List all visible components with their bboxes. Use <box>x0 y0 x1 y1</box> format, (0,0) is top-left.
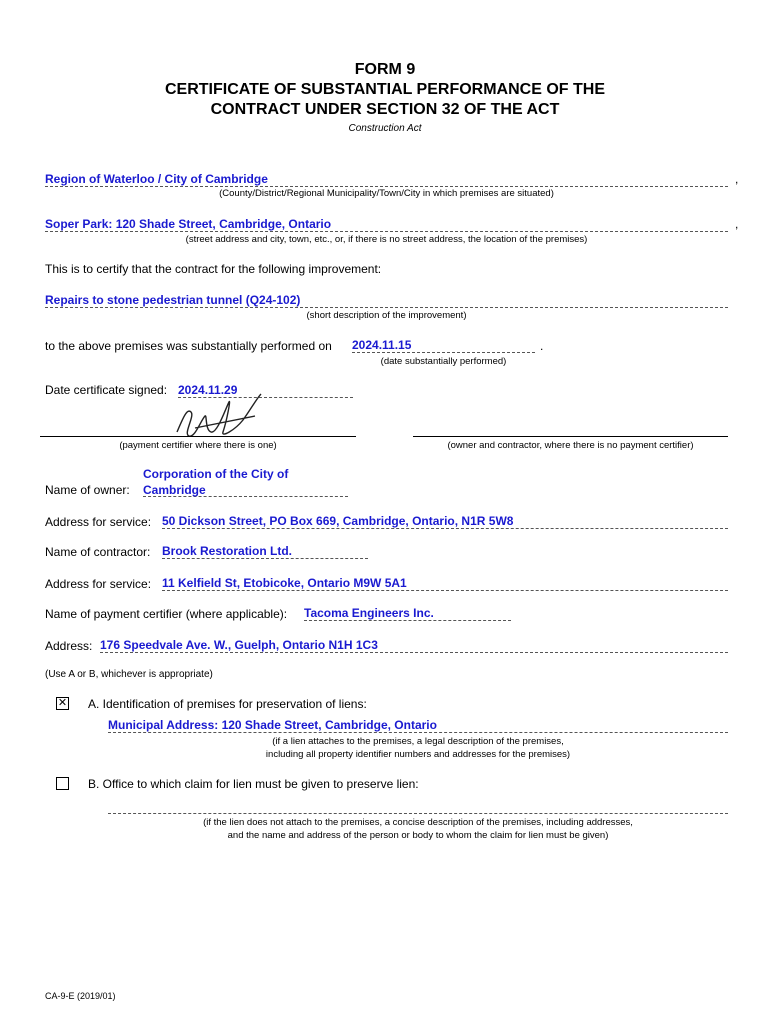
contractor-address-field[interactable] <box>162 574 728 591</box>
option-b-checkbox[interactable] <box>56 777 69 790</box>
period: . <box>540 339 544 353</box>
improvement-field[interactable] <box>45 291 728 308</box>
municipality-field[interactable] <box>45 170 728 187</box>
option-b-field[interactable] <box>108 797 728 814</box>
owner-address-field[interactable] <box>162 512 728 529</box>
form-title-line2: CONTRACT UNDER SECTION 32 OF THE ACT <box>210 101 560 118</box>
substantial-caption: (date substantially performed) <box>380 356 507 367</box>
improvement-value: Repairs to stone pedestrian tunnel (Q24-102) <box>45 293 301 307</box>
substantial-date-value: 2024.11.15 <box>352 338 412 352</box>
option-b-label: B. Office to which claim for lien must be given to preserve lien: <box>88 777 419 791</box>
owner-value-line1: Corporation of the City of <box>143 467 289 481</box>
contractor-field[interactable] <box>162 542 368 559</box>
certifier-signature-line <box>40 436 356 437</box>
premises-caption: (street address and city, town, etc., or, if there is no street address, the location of the premises) <box>185 234 588 245</box>
owner-signature-line <box>413 436 728 437</box>
owner-label: Name of owner: <box>45 483 130 497</box>
option-a-checkbox[interactable] <box>56 697 69 710</box>
option-a-value: Municipal Address: 120 Shade Street, Cambridge, Ontario <box>108 718 437 732</box>
certifier-field[interactable] <box>304 604 511 621</box>
municipality-value: Region of Waterloo / City of Cambridge <box>45 172 268 186</box>
certifier-address-field[interactable] <box>100 636 728 653</box>
substantial-label: to the above premises was substantially performed on <box>45 339 332 353</box>
owner-value-line2: Cambridge <box>143 483 206 497</box>
certifier-label: Name of payment certifier (where applicable): <box>45 607 288 621</box>
certifier-address-value: 176 Speedvale Ave. W., Guelph, Ontario N1H 1C3 <box>100 638 378 652</box>
improvement-caption: (short description of the improvement) <box>306 310 467 321</box>
use-note: (Use A or B, whichever is appropriate) <box>45 669 213 680</box>
comma: , <box>735 217 739 231</box>
certify-text: This is to certify that the contract for the following improvement: <box>45 262 382 276</box>
municipality-caption: (County/District/Regional Municipality/Town/City in which premises are situated) <box>219 188 554 199</box>
signed-date-value: 2024.11.29 <box>178 383 238 397</box>
certifier-signature-caption: (payment certifier where there is one) <box>119 440 277 451</box>
certifier-address-label: Address: <box>45 639 93 653</box>
owner-address-label: Address for service: <box>45 515 152 529</box>
contractor-value: Brook Restoration Ltd. <box>162 544 293 558</box>
comma: , <box>735 172 739 186</box>
option-a-caption-1: (if a lien attaches to the premises, a legal description of the premises, <box>272 736 564 747</box>
substantial-date-field[interactable] <box>352 336 535 353</box>
option-a-label: A. Identification of premises for preservation of liens: <box>88 697 367 711</box>
premises-field[interactable] <box>45 215 728 232</box>
footer-form-code: CA-9-E (2019/01) <box>45 991 116 1001</box>
contractor-label: Name of contractor: <box>45 545 151 559</box>
option-b-caption-2: and the name and address of the person or body to whom the claim for lien must be given) <box>227 830 609 841</box>
contractor-address-label: Address for service: <box>45 577 152 591</box>
act-name: Construction Act <box>348 123 422 134</box>
option-a-checkmark: ✕ <box>57 697 68 709</box>
signed-label: Date certificate signed: <box>45 383 168 397</box>
option-b-caption-1: (if the lien does not attach to the premises, a concise description of the premises, including addresses, <box>203 817 633 828</box>
option-a-caption-2: including all property identifier numbers and addresses for the premises) <box>265 749 571 760</box>
owner-field[interactable] <box>143 481 348 497</box>
option-a-field[interactable] <box>108 716 728 733</box>
form-title-line1: CERTIFICATE OF SUBSTANTIAL PERFORMANCE OF THE <box>165 81 605 98</box>
owner-address-value: 50 Dickson Street, PO Box 669, Cambridge, Ontario, N1R 5W8 <box>162 514 514 528</box>
premises-value: Soper Park: 120 Shade Street, Cambridge, Ontario <box>45 217 332 231</box>
owner-signature-caption: (owner and contractor, where there is no payment certifier) <box>447 440 694 451</box>
certifier-value: Tacoma Engineers Inc. <box>304 606 434 620</box>
form-number: FORM 9 <box>354 61 416 78</box>
contractor-address-value: 11 Kelfield St, Etobicoke, Ontario M9W 5A1 <box>162 576 407 590</box>
